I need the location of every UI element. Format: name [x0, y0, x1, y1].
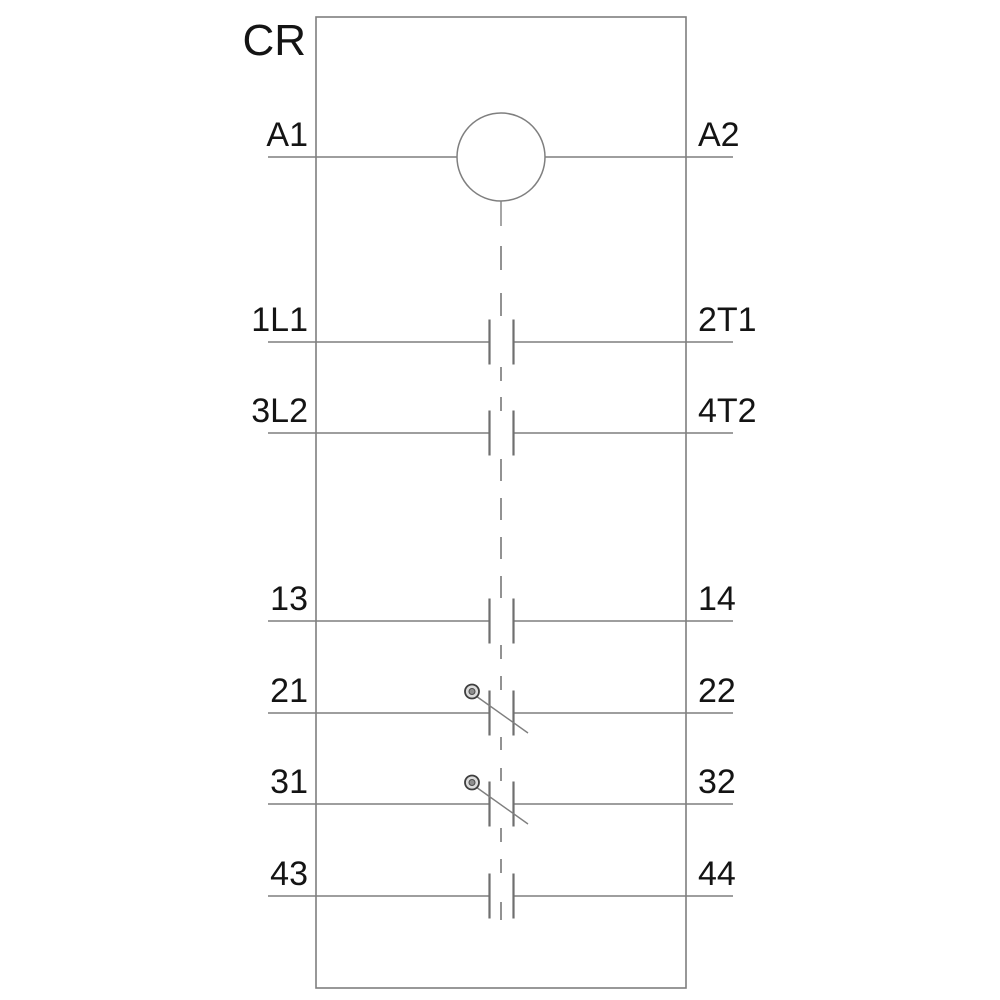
- terminal-label-44: 44: [698, 855, 736, 893]
- terminal-label-32: 32: [698, 763, 736, 801]
- contact-row-3l2-4t2: [251, 392, 756, 456]
- coil-row: [266, 113, 739, 226]
- terminal-label-a2: A2: [698, 116, 740, 154]
- relay-designator-label: CR: [242, 16, 306, 65]
- nc-pivot-dot-icon: [469, 689, 475, 695]
- terminal-label-4t2: 4T2: [698, 392, 757, 430]
- contact-row-1l1-2t1: [251, 301, 756, 365]
- terminal-label-21: 21: [270, 672, 308, 710]
- terminal-label-22: 22: [698, 672, 736, 710]
- nc-contact-slash: [476, 696, 528, 733]
- terminal-label-43: 43: [270, 855, 308, 893]
- coil-circle-icon: [457, 113, 545, 201]
- terminal-label-14: 14: [698, 580, 736, 618]
- terminal-label-3l2: 3L2: [251, 392, 308, 430]
- contact-row-21-22: [268, 672, 736, 736]
- contact-row-31-32: [268, 763, 736, 827]
- contact-row-13-14: [268, 580, 736, 644]
- contact-row-43-44: [268, 855, 736, 919]
- terminal-label-a1: A1: [266, 116, 308, 154]
- terminal-label-1l1: 1L1: [251, 301, 308, 339]
- terminal-label-31: 31: [270, 763, 308, 801]
- nc-contact-slash: [476, 787, 528, 824]
- terminal-label-13: 13: [270, 580, 308, 618]
- nc-pivot-dot-icon: [469, 780, 475, 786]
- terminal-label-2t1: 2T1: [698, 301, 757, 339]
